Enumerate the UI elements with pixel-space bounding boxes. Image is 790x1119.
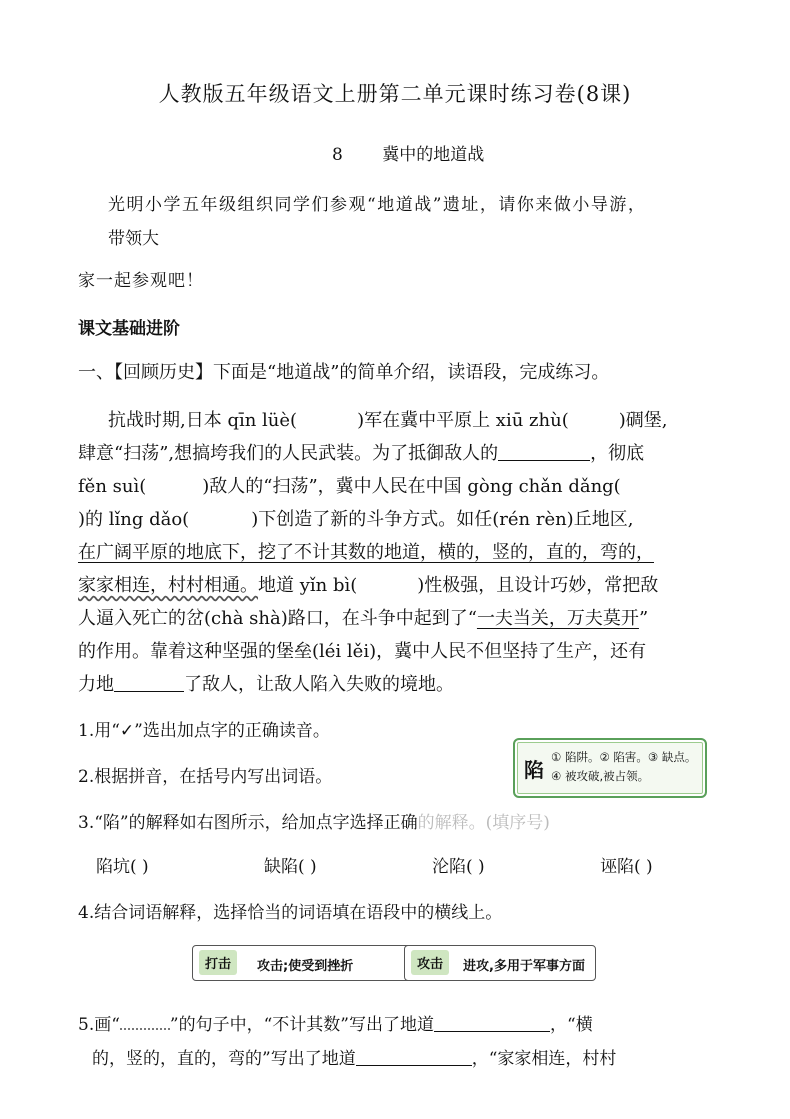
lesson-heading xyxy=(332,140,484,165)
option-word: 陷坑 xyxy=(96,857,130,877)
intro-line-3: 家一起参观吧！ xyxy=(78,271,204,291)
item-text-faded: 的解释。(填序号) xyxy=(417,813,550,833)
item-text: ，“家家相连，村村 xyxy=(471,1049,617,1069)
fill-in-line[interactable] xyxy=(434,1013,550,1032)
passage-line-6 xyxy=(78,571,718,597)
passage-text: 地道 yǐn bì( xyxy=(258,575,358,596)
item-text: ”的句子中，“不计其数”写出了地道 xyxy=(169,1015,434,1035)
word-card-2 xyxy=(404,945,596,981)
word-card-tag: 打击 xyxy=(199,950,237,975)
passage-text: )碉堡, xyxy=(618,410,668,431)
passage-text: 抗战时期,日本 qīn lüè( xyxy=(108,410,298,431)
item-text: 1.用“ xyxy=(78,721,120,741)
item-2: 2.根据拼音，在括号内写出词语。 xyxy=(78,767,333,787)
item-text: 的，竖的，直的，弯的”写出了地道 xyxy=(92,1049,356,1069)
item-text: 5.画“ xyxy=(78,1015,120,1035)
option-answer-blank[interactable]: ( ) xyxy=(298,857,317,877)
option-2 xyxy=(264,852,317,877)
dictionary-card xyxy=(513,738,707,798)
dictionary-definitions: ① 陷阱。② 陷害。③ 缺点。④ 被攻破,被占领。 xyxy=(551,750,697,783)
item-5-cont xyxy=(92,1044,616,1069)
passage-text: )军在冀中平原上 xiū zhù( xyxy=(357,410,569,431)
passage-text: ” xyxy=(638,608,649,629)
word-card-1 xyxy=(192,945,416,981)
passage-line-5 xyxy=(78,538,718,564)
word-card-definition: 进攻,多用于军事方面 xyxy=(463,959,585,974)
underlined-sentence: 在广阔平原的地底下，挖了不计其数的地道，横的，竖的，直的，弯的， xyxy=(78,542,654,563)
passage-line-4 xyxy=(78,505,718,531)
passage-text: 肆意“扫荡”,想搞垮我们的人民武装。为了抵御敌人的 xyxy=(78,443,499,464)
item-1 xyxy=(78,716,330,741)
intro-line-2: 带领大 xyxy=(108,229,159,249)
passage-line-3 xyxy=(78,472,718,498)
passage-line-8 xyxy=(78,637,718,663)
passage-text: 了敌人，让敌人陷入失败的境地。 xyxy=(184,674,454,695)
word-card-tag: 攻击 xyxy=(411,950,449,975)
passage-text: 人逼入死亡的岔(chà shà)路口，在斗争中起到了“ xyxy=(78,608,477,629)
wavy-line-sample xyxy=(120,1014,170,1030)
option-word: 沦陷 xyxy=(432,857,466,877)
passage-text: 的作用。靠着这种坚强的堡垒(léi lěi)，冀中人民不但坚持了生产，还有 xyxy=(78,641,647,662)
item-text: 3.“陷”的解释如右图所示，给加点字选择正确 xyxy=(78,813,418,833)
underlined-idiom: 一夫当关，万夫莫开 xyxy=(476,608,639,629)
intro-line-1: 光明小学五年级组织同学们参观“地道战”遗址，请你来做小导游， xyxy=(108,195,647,215)
item-4: 4.结合词语解释，选择恰当的词语填在语段中的横线上。 xyxy=(78,903,503,923)
option-answer-blank[interactable]: ( ) xyxy=(634,857,653,877)
dictionary-char: 陷 xyxy=(524,758,544,782)
fill-in-line[interactable] xyxy=(498,442,590,461)
item-3 xyxy=(78,808,550,833)
passage-line-9 xyxy=(78,670,718,696)
option-4 xyxy=(600,852,653,877)
option-1 xyxy=(96,852,149,877)
option-answer-blank[interactable]: ( ) xyxy=(130,857,149,877)
item-text: ”选出加点字的正确读音。 xyxy=(134,721,330,741)
fill-in-line[interactable] xyxy=(356,1047,472,1066)
option-word: 缺陷 xyxy=(264,857,298,877)
lesson-name: 冀中的地道战 xyxy=(382,145,485,165)
passage-text: )敌人的“扫荡”，冀中人民在中国 gòng chǎn dǎng( xyxy=(202,476,621,497)
item-5 xyxy=(78,1010,718,1035)
option-answer-blank[interactable]: ( ) xyxy=(466,857,485,877)
section-heading: 课文基础进阶 xyxy=(78,319,180,339)
option-word: 诬陷 xyxy=(600,857,634,877)
fill-in-line[interactable] xyxy=(114,673,184,692)
wavy-underlined-sentence: 家家相连，村村相通。 xyxy=(78,575,258,596)
check-mark-icon: ✓ xyxy=(119,721,135,741)
passage-text: )性极强，且设计巧妙，常把敌 xyxy=(417,575,659,596)
page-title: 人教版五年级语文上册第二单元课时练习卷(8课) xyxy=(158,82,632,106)
passage-line-7 xyxy=(78,604,718,630)
question-1-prompt: 一、【回顾历史】下面是“地道战”的简单介绍，读语段，完成练习。 xyxy=(78,362,610,383)
passage-line-2 xyxy=(78,439,718,465)
item-text: ，“横 xyxy=(550,1015,593,1035)
passage-text: ，彻底 xyxy=(590,443,645,464)
passage-text: 力地 xyxy=(78,674,114,695)
passage-text: fěn suì( xyxy=(78,476,147,497)
word-card-definition: 攻击;使受到挫折 xyxy=(257,959,354,974)
lesson-number: 8 xyxy=(332,145,343,165)
passage-text: )下创造了新的斗争方式。如任(rén rèn)丘地区, xyxy=(251,509,634,530)
passage-line-1 xyxy=(108,406,748,432)
option-3 xyxy=(432,852,485,877)
passage-text: )的 lǐng dǎo( xyxy=(78,509,190,530)
